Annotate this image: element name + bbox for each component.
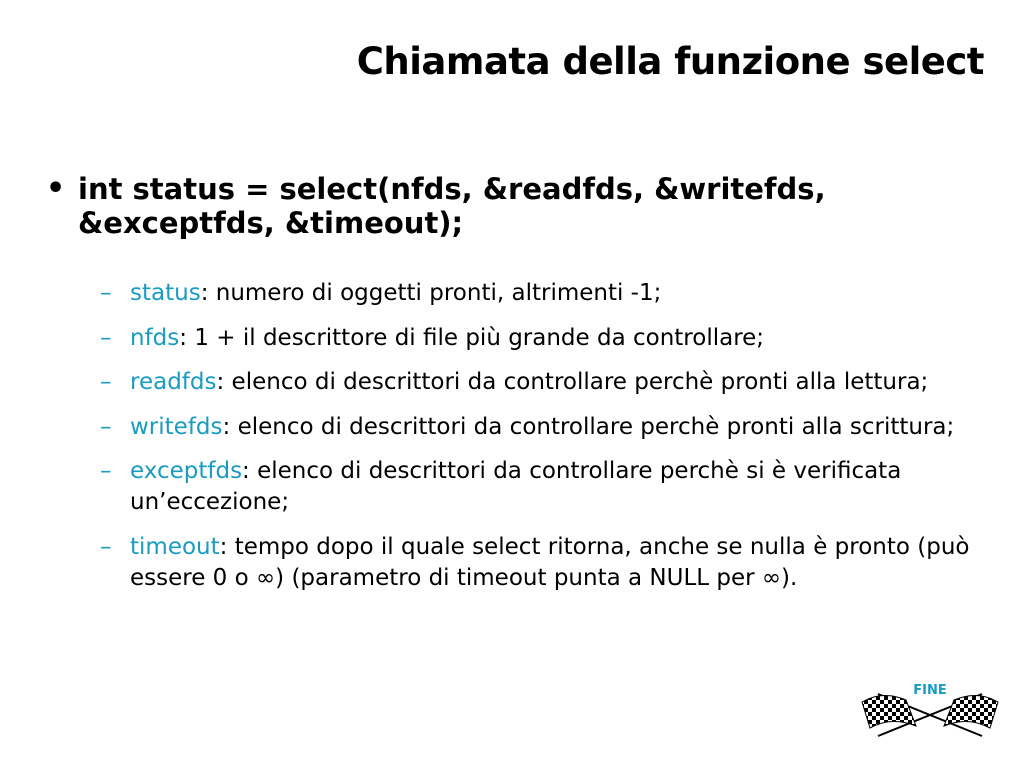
term-writefds: writefds [130, 413, 223, 440]
term-readfds: readfds [130, 369, 217, 395]
list-item-readfds [100, 367, 970, 398]
term-nfds: nfds [130, 324, 180, 351]
fine-logo-link[interactable] [860, 680, 1000, 738]
dash-marker: – [100, 369, 112, 395]
main-bullet-line-1: int status = select(nfds, &readfds, &writefds, [78, 172, 826, 206]
term-timeout: timeout [130, 533, 220, 560]
slide-title: Chiamata della funzione select [356, 40, 984, 83]
main-bullet-text [78, 172, 826, 240]
parameter-list [100, 278, 970, 607]
main-bullet [46, 172, 976, 240]
description-timeout: : tempo dopo il quale select ritorna, anche se nulla è pronto (può essere 0 o ∞) (parametro di timeout punta a NULL per ∞). [130, 533, 970, 591]
fine-label: FINE [913, 683, 947, 698]
dash-marker: – [100, 280, 112, 306]
description-readfds: : elenco di descrittori da controllare perchè pronti alla lettura; [216, 369, 929, 395]
list-item-writefds [100, 412, 970, 443]
dash-marker: – [100, 413, 112, 440]
list-item-timeout [100, 532, 970, 594]
list-item-status [100, 278, 970, 309]
term-status: status [130, 280, 201, 306]
term-exceptfds: exceptfds [130, 458, 243, 484]
main-bullet-line-2: &exceptfds, &timeout); [78, 206, 464, 240]
dash-marker: – [100, 458, 112, 484]
list-item-exceptfds [100, 456, 970, 518]
description-exceptfds: : elenco di descrittori da controllare perchè si è verificata un’eccezione; [130, 458, 902, 515]
dash-marker: – [100, 324, 112, 351]
checkered-flags-icon [860, 680, 1000, 738]
description-nfds: : 1 + il descrittore di file più grande da controllare; [179, 324, 765, 351]
description-writefds: : elenco di descrittori da controllare perchè pronti alla scrittura; [222, 413, 955, 440]
bullet-dot: • [46, 171, 66, 206]
dash-marker: – [100, 533, 112, 560]
description-status: : numero di oggetti pronti, altrimenti -1; [200, 280, 662, 306]
list-item-nfds [100, 323, 970, 354]
